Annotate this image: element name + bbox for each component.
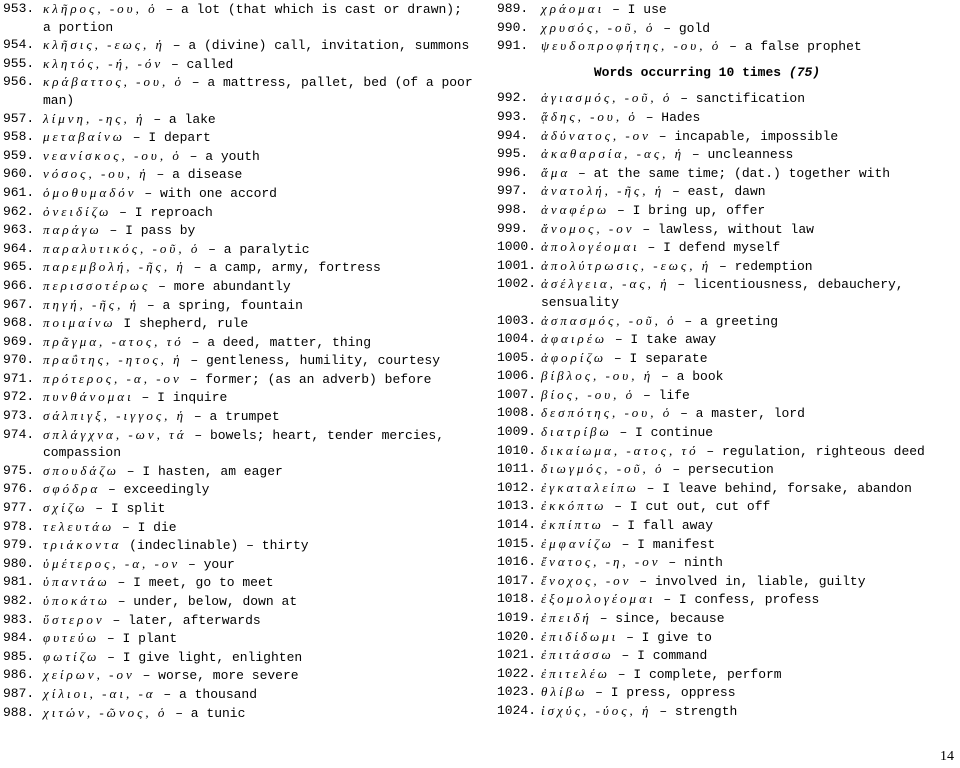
entry-number: 1007. — [497, 386, 537, 402]
definition: – I leave behind, forsake, abandon — [646, 480, 912, 496]
entry-number: 1012. — [497, 479, 537, 495]
entry-number: 956. — [3, 74, 35, 90]
entry-number: 995. — [497, 146, 529, 162]
entry-number: 1021. — [497, 647, 537, 663]
vocab-entry — [497, 164, 957, 183]
vocab-entry — [3, 296, 473, 315]
vocab-entry — [3, 203, 473, 222]
greek-word: χράομαι — [541, 1, 605, 16]
vocab-entry — [3, 518, 473, 537]
entry-number: 1006. — [497, 368, 537, 384]
vocab-entry — [497, 37, 957, 56]
definition: – I bring up, offer — [616, 202, 766, 218]
definition: – later, afterwards — [112, 612, 261, 628]
vocab-entry — [3, 73, 473, 109]
vocab-entry — [3, 573, 473, 592]
greek-word: ἐκπίπτω — [541, 517, 604, 533]
entry-number: 970. — [3, 352, 35, 368]
vocab-entry — [497, 442, 957, 461]
entry-number: 998. — [497, 201, 529, 217]
entry-number: 1015. — [497, 535, 537, 551]
greek-word: θλίβω — [541, 684, 588, 700]
vocab-entry — [497, 572, 957, 591]
vocab-entry — [497, 535, 957, 554]
vocab-entry — [3, 648, 473, 667]
greek-word: κράβαττος, -ου, ὁ — [43, 74, 184, 90]
greek-word: σπλάγχνα, -ων, τά — [43, 426, 187, 442]
entry-number: 958. — [3, 129, 35, 145]
greek-word: βίβλος, -ου, ἡ — [541, 368, 654, 384]
definition: – uncleanness — [691, 147, 794, 163]
definition: – I continue — [619, 425, 714, 441]
greek-word: σάλπιγξ, -ιγγος, ἡ — [43, 408, 187, 424]
definition: – I defend myself — [647, 240, 781, 256]
entry-number: 961. — [3, 184, 35, 200]
greek-word: τελευτάω — [43, 518, 115, 534]
entry-number: 964. — [3, 240, 35, 256]
entry-number: 966. — [3, 277, 35, 293]
entry-number: 1013. — [497, 498, 537, 514]
definition: – strength — [659, 703, 738, 719]
definition: – former; (as an adverb) before — [189, 371, 432, 387]
vocab-entry — [3, 462, 473, 481]
definition: – I separate — [613, 350, 708, 366]
entry-number: 1024. — [497, 702, 537, 718]
definition: – a tunic — [175, 705, 246, 721]
left-column — [3, 0, 473, 722]
vocab-entry — [3, 128, 473, 147]
entry-number: 1011. — [497, 461, 537, 477]
greek-word: ἀφαιρέω — [541, 331, 607, 347]
vocab-entry — [497, 108, 957, 127]
greek-word: ἀναφέρω — [541, 201, 610, 217]
entry-number: 983. — [3, 611, 35, 627]
right-top-entries — [497, 0, 957, 56]
definition: – your — [187, 556, 235, 572]
definition: – I die — [121, 519, 177, 535]
greek-word: ᾅδης, -ου, ὁ — [541, 108, 638, 124]
vocab-entry — [497, 516, 957, 535]
entry-number: 963. — [3, 222, 35, 238]
definition: – sanctification — [680, 91, 806, 107]
greek-word: δικαίωμα, -ατος, τό — [541, 442, 699, 458]
entry-number: 971. — [3, 370, 35, 386]
entry-number: 984. — [3, 630, 35, 646]
vocab-entry — [3, 221, 473, 240]
entry-number: 1003. — [497, 312, 537, 328]
definition: – gold — [663, 20, 711, 36]
greek-word: κλῆρος, -ου, ὁ — [43, 1, 158, 16]
greek-word: σφόδρα — [43, 481, 101, 497]
definition: – at the same time; (dat.) together with — [578, 165, 891, 181]
entry-number: 991. — [497, 38, 529, 54]
greek-word: χίλιοι, -αι, -α — [43, 685, 156, 701]
greek-word: πηγή, -ῆς, ἡ — [43, 296, 140, 312]
vocab-entry — [497, 665, 957, 684]
entry-number: 960. — [3, 166, 35, 182]
greek-word: φωτίζω — [43, 648, 100, 664]
greek-word: ποιμαίνω — [43, 315, 116, 331]
vocab-entry — [497, 367, 957, 386]
entry-number: 1009. — [497, 424, 537, 440]
vocab-entry — [3, 499, 473, 518]
greek-word: ἐγκαταλείπω — [541, 479, 639, 495]
vocab-entry — [497, 479, 957, 498]
vocab-entry — [497, 19, 957, 38]
entry-number: 980. — [3, 555, 35, 571]
definition: I shepherd, rule — [123, 316, 249, 332]
vocab-entry — [3, 704, 473, 723]
greek-word: βίος, -ου, ὁ — [541, 386, 636, 402]
entry-number: 1018. — [497, 591, 537, 607]
definition: – I manifest — [621, 536, 716, 552]
greek-word: ἔνατος, -η, -ον — [541, 554, 661, 570]
vocab-entry — [497, 702, 957, 721]
entry-number: 1019. — [497, 610, 537, 625]
greek-word: ὀνειδίζω — [43, 203, 112, 219]
vocab-entry — [3, 165, 473, 184]
definition: – a false prophet — [729, 39, 862, 55]
entry-number: 1016. — [497, 554, 537, 570]
vocab-entry — [3, 0, 473, 36]
definition: – bowels; heart, tender mercies, compassion — [43, 427, 445, 461]
greek-word: ἄνομος, -ον — [541, 220, 635, 236]
entry-number: 1022. — [497, 665, 537, 681]
entry-number: 987. — [3, 685, 35, 701]
greek-word: νόσος, -ου, ἡ — [43, 166, 149, 182]
definition: – a book — [661, 369, 724, 385]
greek-word: διωγμός, -οῦ, ὁ — [541, 461, 665, 477]
vocab-entry — [497, 145, 957, 164]
greek-word: σπουδάζω — [43, 462, 119, 478]
greek-word: ἐκκόπτω — [541, 498, 607, 514]
vocab-entry — [3, 666, 473, 685]
greek-word: φυτεύω — [43, 630, 100, 646]
entry-number: 967. — [3, 296, 35, 312]
entry-number: 954. — [3, 37, 35, 53]
entry-number: 982. — [3, 593, 35, 608]
entry-number: 1005. — [497, 349, 537, 365]
greek-word: ὁμοθυμαδόν — [43, 184, 137, 200]
greek-word: παράγω — [43, 222, 102, 238]
definition: – a lake — [153, 111, 216, 127]
entry-number: 1000. — [497, 239, 537, 255]
definition: – I hasten, am eager — [126, 463, 283, 479]
greek-word: ἐπιδίδωμι — [541, 628, 619, 644]
definition: – a paralytic — [208, 241, 310, 257]
definition: – a spring, fountain — [146, 297, 303, 313]
definition: – I use — [612, 2, 667, 17]
definition: – I take away — [614, 332, 717, 348]
entry-number: 993. — [497, 108, 529, 124]
definition: – east, dawn — [671, 184, 766, 200]
definition: – called — [170, 56, 234, 72]
vocab-entry — [3, 592, 473, 611]
entry-number: 1002. — [497, 276, 537, 292]
vocab-entry — [497, 182, 957, 201]
greek-word: πυνθάνομαι — [43, 389, 134, 405]
entry-number: 962. — [3, 203, 35, 219]
vocab-entry — [497, 275, 957, 311]
vocab-entry — [3, 611, 473, 630]
greek-word: μεταβαίνω — [43, 129, 125, 145]
greek-word: ἐπειδή — [541, 610, 592, 625]
entry-number: 999. — [497, 220, 529, 236]
definition: – I press, oppress — [595, 685, 736, 701]
greek-word: ἀκαθαρσία, -ας, ἡ — [541, 146, 685, 162]
definition: – exceedingly — [108, 482, 210, 498]
right-main-entries — [497, 89, 957, 720]
greek-word: δεσπότης, -ου, ὁ — [541, 405, 673, 421]
entry-number: 996. — [497, 164, 529, 180]
right-column — [497, 0, 957, 721]
greek-word: παρεμβολή, -ῆς, ἡ — [43, 259, 186, 275]
greek-word: λίμνη, -ης, ἡ — [43, 110, 146, 126]
vocab-entry — [3, 277, 473, 296]
greek-word: ἀπολύτρωσις, -εως, ἡ — [541, 257, 712, 273]
vocab-entry — [497, 349, 957, 368]
vocab-entry — [497, 590, 957, 609]
vocab-entry — [3, 426, 473, 462]
vocab-entry — [497, 238, 957, 257]
vocab-entry — [497, 89, 957, 108]
greek-word: σχίζω — [43, 500, 88, 516]
definition: – under, below, down at — [117, 594, 298, 609]
definition: – redemption — [718, 258, 813, 274]
entry-number: 953. — [3, 1, 35, 16]
vocab-entry — [3, 333, 473, 352]
vocab-entry — [3, 36, 473, 55]
greek-word: ἐμφανίζω — [541, 535, 614, 551]
entry-number: 1004. — [497, 331, 537, 347]
vocab-entry — [497, 404, 957, 423]
vocab-entry — [497, 201, 957, 220]
greek-word: ὑμέτερος, -α, -ον — [43, 555, 181, 571]
definition: – more abundantly — [158, 278, 291, 294]
vocab-entry — [3, 388, 473, 407]
entry-number: 1008. — [497, 405, 537, 421]
entry-number: 990. — [497, 19, 529, 35]
entry-number: 1023. — [497, 684, 537, 700]
entry-number: 974. — [3, 426, 35, 442]
entry-number: 997. — [497, 183, 529, 199]
greek-word: κλῆσις, -εως, ἡ — [43, 37, 165, 53]
greek-word: χιτών, -ῶνος, ὁ — [43, 704, 168, 720]
definition: – lawless, without law — [642, 221, 814, 237]
vocab-entry — [497, 257, 957, 276]
vocab-entry — [3, 370, 473, 389]
definition: – I pass by — [109, 223, 196, 239]
vocab-entry — [3, 184, 473, 203]
entry-number: 972. — [3, 389, 35, 405]
greek-word: νεανίσκος, -ου, ὁ — [43, 147, 182, 163]
definition: – a deed, matter, thing — [191, 334, 372, 350]
entry-number: 969. — [3, 333, 35, 349]
entry-number: 1001. — [497, 257, 537, 273]
vocab-entry — [497, 628, 957, 647]
definition: – I meet, go to meet — [117, 575, 274, 591]
entry-number: 976. — [3, 481, 35, 497]
vocab-entry — [3, 536, 473, 555]
vocab-entry — [497, 0, 957, 19]
greek-word: ὕστερον — [43, 611, 105, 627]
definition: – I cut out, cut off — [614, 499, 771, 515]
vocab-entry — [497, 460, 957, 479]
definition: – a youth — [189, 148, 260, 164]
definition: – a trumpet — [193, 409, 280, 425]
definition: – I give light, enlighten — [107, 649, 303, 665]
definition: – a camp, army, fortress — [193, 260, 381, 276]
definition: – a (divine) call, invitation, summons — [172, 38, 470, 54]
greek-word: ἀφορίζω — [541, 349, 607, 365]
greek-word: ἐξομολογέομαι — [541, 591, 656, 607]
heading-count: (75) — [788, 64, 821, 80]
greek-word: ἐπιτελέω — [541, 665, 610, 681]
greek-word: ψευδοπροφήτης, -ου, ὁ — [541, 38, 722, 54]
vocab-entry — [497, 609, 957, 628]
greek-word: διατρίβω — [541, 424, 612, 440]
entry-number: 985. — [3, 648, 35, 664]
greek-word: ἁγιασμός, -οῦ, ὁ — [541, 90, 673, 106]
definition: – ninth — [668, 555, 723, 571]
entry-number: 957. — [3, 110, 35, 126]
greek-word: τριάκοντα — [43, 537, 122, 553]
greek-word: ὑπαντάω — [43, 574, 110, 590]
greek-word: πρότερος, -α, -ον — [43, 370, 182, 386]
entry-number: 1014. — [497, 517, 537, 533]
vocab-entry — [497, 330, 957, 349]
definition: – I command — [621, 648, 708, 664]
definition: – I depart — [132, 130, 211, 146]
entry-number: 955. — [3, 55, 35, 71]
vocab-entry — [497, 553, 957, 572]
vocab-entry — [497, 423, 957, 442]
definition: – I inquire — [141, 390, 228, 406]
greek-word: ἔνοχος, -ον — [541, 572, 632, 588]
greek-word: πραΰτης, -ητος, ἡ — [43, 352, 183, 368]
definition: (indeclinable) – thirty — [129, 538, 309, 554]
vocab-entry — [3, 685, 473, 704]
vocab-entry — [497, 312, 957, 331]
definition: – I reproach — [119, 204, 213, 220]
entry-number: 965. — [3, 259, 35, 275]
entry-number: 988. — [3, 704, 35, 720]
definition: – I split — [95, 501, 166, 517]
greek-word: χείρων, -ον — [43, 667, 135, 683]
entry-number: 989. — [497, 1, 529, 16]
definition: – regulation, righteous deed — [706, 443, 925, 459]
entry-number: 973. — [3, 408, 35, 424]
entry-number: 994. — [497, 127, 529, 143]
greek-word: περισσοτέρως — [43, 277, 151, 293]
entry-number: 977. — [3, 500, 35, 516]
vocab-entry — [497, 497, 957, 516]
definition: – worse, more severe — [142, 668, 299, 684]
entry-number: 979. — [3, 537, 35, 553]
definition: – involved in, liable, guilty — [639, 573, 866, 589]
definition: – a thousand — [163, 686, 258, 702]
vocab-entry — [497, 646, 957, 665]
greek-word: κλητός, -ή, -όν — [43, 55, 164, 71]
definition: – I complete, perform — [617, 666, 782, 682]
definition: – I plant — [106, 631, 178, 647]
definition: – I give to — [626, 629, 712, 645]
definition: – a lot (that which is cast or drawn); a portion — [43, 2, 462, 35]
definition: – Hades — [645, 109, 701, 125]
vocab-entry — [3, 147, 473, 166]
vocab-entry — [3, 480, 473, 499]
entry-number: 968. — [3, 315, 35, 331]
vocab-entry — [3, 258, 473, 277]
greek-word: ἰσχύς, -ύος, ἡ — [541, 702, 652, 718]
vocab-entry — [3, 351, 473, 370]
vocab-entry — [3, 110, 473, 129]
greek-word: ἀσπασμός, -οῦ, ὁ — [541, 312, 677, 328]
greek-word: ἀνατολή, -ῆς, ἡ — [541, 183, 665, 199]
definition: – I confess, profess — [663, 592, 820, 608]
definition: – a master, lord — [680, 406, 805, 422]
page-number: 14 — [940, 749, 954, 764]
definition: – since, because — [599, 611, 725, 626]
heading-text: Words occurring 10 times — [593, 64, 782, 80]
greek-word: ἐπιτάσσω — [541, 647, 614, 663]
vocab-entry — [3, 555, 473, 574]
entry-number: 1020. — [497, 628, 537, 644]
greek-word: πρᾶγμα, -ατος, τό — [43, 333, 184, 349]
definition: – a mattress, pallet, bed (of a poor man) — [43, 75, 473, 108]
vocab-entry — [497, 683, 957, 702]
vocab-entry — [497, 386, 957, 405]
vocab-entry — [3, 629, 473, 648]
entry-number: 981. — [3, 574, 35, 590]
greek-word: παραλυτικός, -οῦ, ὁ — [43, 240, 201, 256]
greek-word: ἀπολογέομαι — [541, 239, 640, 255]
entry-number: 1010. — [497, 442, 537, 458]
greek-word: ἀδύνατος, -ον — [541, 127, 651, 143]
entry-number: 975. — [3, 462, 35, 478]
greek-word: ἅμα — [541, 164, 571, 180]
greek-word: ὑποκάτω — [43, 593, 110, 608]
section-heading — [497, 64, 957, 82]
definition: – persecution — [672, 462, 774, 478]
greek-word: ἀσέλγεια, -ας, ἡ — [541, 276, 670, 292]
vocab-entry — [497, 220, 957, 239]
definition: – a disease — [156, 167, 243, 183]
vocab-entry — [3, 240, 473, 259]
definition: – with one accord — [144, 185, 277, 201]
entry-number: 959. — [3, 147, 35, 163]
definition: – licentiousness, debauchery, sensuality — [541, 277, 904, 310]
definition: – incapable, impossible — [658, 128, 839, 144]
vocab-entry — [3, 55, 473, 74]
definition: – life — [642, 387, 690, 403]
definition: – gentleness, humility, courtesy — [190, 353, 441, 369]
greek-word: χρυσός, -οῦ, ὁ — [541, 19, 656, 35]
definition: – I fall away — [611, 518, 714, 534]
entry-number: 978. — [3, 518, 35, 534]
entry-number: 986. — [3, 667, 35, 683]
vocab-entry — [497, 127, 957, 146]
entry-number: 1017. — [497, 572, 537, 588]
entry-number: 992. — [497, 90, 529, 106]
vocab-entry — [3, 314, 473, 333]
vocab-entry — [3, 407, 473, 426]
definition: – a greeting — [684, 313, 779, 329]
